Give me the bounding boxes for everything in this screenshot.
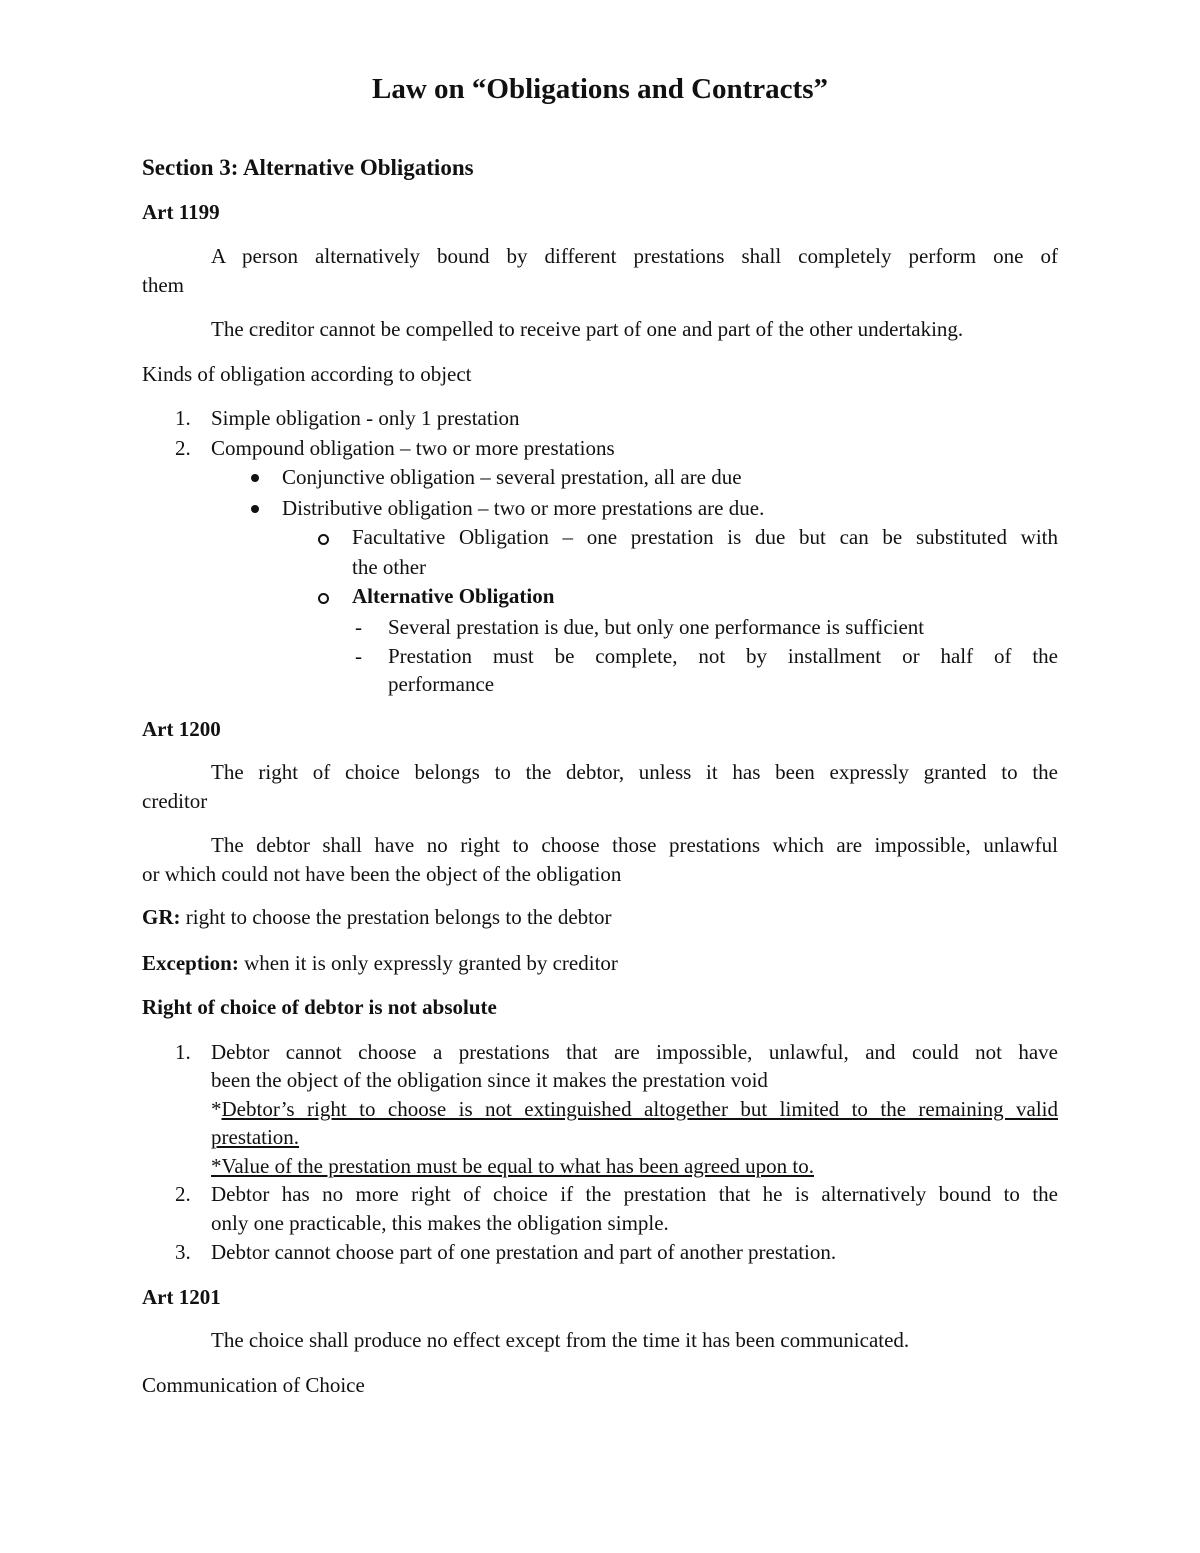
dash-marker: - bbox=[355, 615, 362, 639]
art-1200-para2-line1: The debtor shall have no right to choose those prestations which are impossible, unlawful bbox=[211, 833, 1058, 857]
list-item-compound-obligation: Compound obligation – two or more prestations bbox=[211, 436, 615, 460]
sub-item-facultative-line1: Facultative Obligation – one prestation is due but can be substituted with bbox=[352, 525, 1058, 549]
bullet-icon bbox=[251, 474, 259, 482]
right-item1-line1: Debtor cannot choose a prestations that are impossible, unlawful, and could not have bbox=[211, 1040, 1058, 1064]
dash-item-prestation-complete-line2: performance bbox=[388, 672, 495, 696]
list-number: 3. bbox=[175, 1240, 191, 1264]
right-note2: *Value of the prestation must be equal to what has been agreed upon to. bbox=[211, 1154, 814, 1178]
right-item3: Debtor cannot choose part of one prestation and part of another prestation. bbox=[211, 1240, 837, 1264]
list-number: 1. bbox=[175, 1040, 191, 1064]
bullet-distributive: Distributive obligation – two or more prestations are due. bbox=[282, 496, 765, 520]
art-1200-para1-line1: The right of choice belongs to the debtor, unless it has been expressly granted to the bbox=[211, 760, 1058, 784]
page-title: Law on “Obligations and Contracts” bbox=[371, 73, 828, 105]
note1-text: Debtor’s right to choose is not extinguished altogether but limited to the remaining valid bbox=[221, 1097, 1058, 1121]
exception-label: Exception: bbox=[142, 951, 239, 975]
list-number: 2. bbox=[175, 1182, 191, 1206]
list-item-simple-obligation: Simple obligation - only 1 prestation bbox=[211, 406, 520, 430]
list-number: 1. bbox=[175, 406, 191, 430]
section-heading: Section 3: Alternative Obligations bbox=[142, 155, 474, 180]
art-1199-para2: The creditor cannot be compelled to receive part of one and part of the other undertaking. bbox=[211, 317, 964, 341]
right-of-choice-heading: Right of choice of debtor is not absolute bbox=[142, 995, 497, 1019]
right-note1-line1 bbox=[211, 1097, 1058, 1122]
hollow-bullet-icon bbox=[318, 593, 329, 604]
art-1200-para1-line2: creditor bbox=[142, 789, 208, 813]
kinds-label: Kinds of obligation according to object bbox=[142, 362, 472, 386]
art-1201-para1: The choice shall produce no effect except from the time it has been communicated. bbox=[211, 1328, 910, 1352]
art-1201-heading: Art 1201 bbox=[142, 1285, 221, 1309]
right-item1-line2: been the object of the obligation since it makes the prestation void bbox=[211, 1068, 768, 1092]
art-1200-heading: Art 1200 bbox=[142, 717, 221, 741]
communication-of-choice: Communication of Choice bbox=[142, 1373, 365, 1397]
general-rule-line bbox=[142, 905, 612, 930]
dash-marker: - bbox=[355, 644, 362, 668]
exception-text: when it is only expressly granted by creditor bbox=[238, 951, 618, 975]
right-item2-line2: only one practicable, this makes the obligation simple. bbox=[211, 1211, 669, 1235]
gr-text: right to choose the prestation belongs to the debtor bbox=[180, 905, 612, 929]
list-number: 2. bbox=[175, 436, 191, 460]
art-1199-para1-line1: A person alternatively bound by different prestations shall completely perform one of bbox=[211, 244, 1058, 268]
right-item2-line1: Debtor has no more right of choice if the prestation that he is alternatively bound to the bbox=[211, 1182, 1058, 1206]
note-star: * bbox=[211, 1097, 222, 1121]
bullet-icon bbox=[251, 505, 259, 513]
dash-item-several-prestation: Several prestation is due, but only one performance is sufficient bbox=[388, 615, 925, 639]
art-1199-heading: Art 1199 bbox=[142, 200, 220, 224]
hollow-bullet-icon bbox=[318, 534, 329, 545]
sub-item-facultative-line2: the other bbox=[352, 555, 427, 579]
dash-item-prestation-complete-line1: Prestation must be complete, not by installment or half of the bbox=[388, 644, 1058, 668]
bullet-conjunctive: Conjunctive obligation – several prestation, all are due bbox=[282, 465, 742, 489]
art-1200-para2-line2: or which could not have been the object of the obligation bbox=[142, 862, 622, 886]
art-1199-para1-line2: them bbox=[142, 273, 184, 297]
right-note1-line2: prestation. bbox=[211, 1125, 300, 1149]
sub-item-alternative: Alternative Obligation bbox=[352, 584, 555, 608]
exception-line bbox=[142, 951, 618, 976]
gr-label: GR: bbox=[142, 905, 181, 929]
